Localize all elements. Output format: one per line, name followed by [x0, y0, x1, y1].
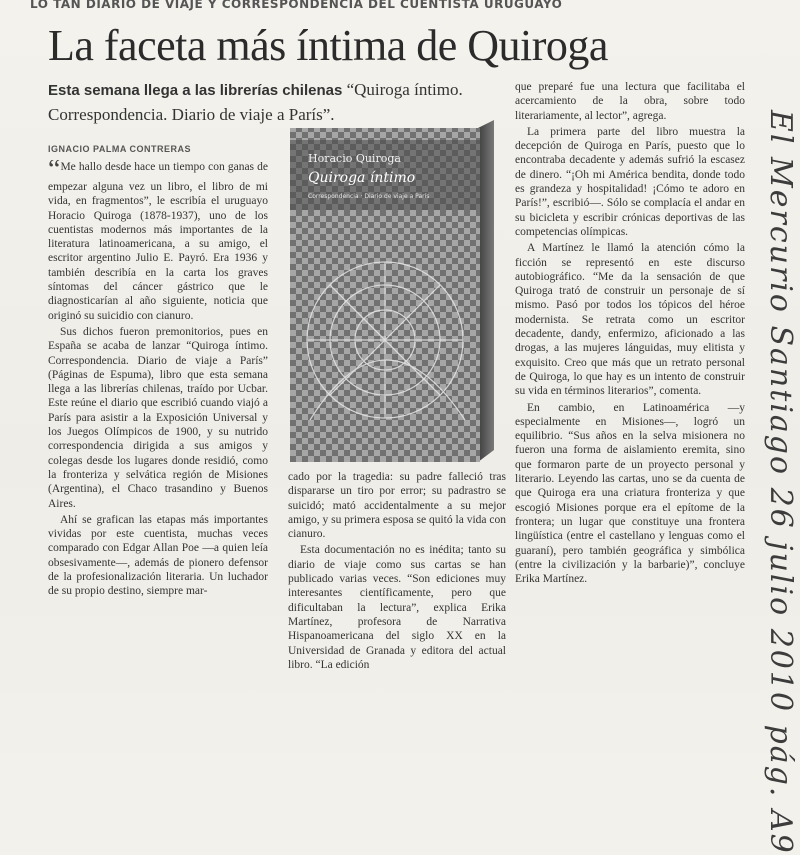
- book-cover-image: [290, 120, 500, 472]
- paragraph: que preparé fue una lectura que facilitaba el acercamiento de la obra, sobre todo literariamente, al lector”, agrega.: [515, 81, 745, 122]
- book-author: Horacio Quiroga: [308, 152, 401, 165]
- paragraph: La primera parte del libro muestra la decepción de Quiroga en París, puesto que lo encontraba decadente y además sufrió la escasez de dinero. “¡Oh mi América bendita, donde todo es grandeza y hospitalidad! ¡Cómo te adoro en París!”, escribió—. Sólo se complacía el andar en su bicicleta y escribir crónicas deportivas de las competencias olímpicas.: [515, 125, 745, 238]
- article-column-2: [288, 470, 506, 685]
- paragraph: Ahí se grafican las etapas más importantes vividas por este cuentista, muchas veces comparado con Edgar Allan Poe —a quien leía obsesivamente—, además de pionero defensor de la profesionalización literaria. Un luchador de su propio destino, siempre mar-: [48, 513, 268, 598]
- paragraph: cado por la tragedia: su padre falleció tras dispararse un tiro por error; su padrastro se suicidó; mató accidentalmente a su mejor amigo, y su primera esposa se quitó la vida con cianuro.: [288, 471, 506, 541]
- paragraph: En cambio, en Latinoamérica —y especialmente en Misiones—, logró un equilibrio. “Sus años en la selva misionera no fueron una forma de aislamiento eremita, sino que formaron parte de un proyecto personal y literario. Leyendo las cartas, uno se da cuenta de que Quiroga era una criatura fronteriza y que escogió Misiones porque era el epítome de la frontera; un lugar que constituye una frontera lingüística (entre el castellano y lenguas como el guaraní), pero también geográfica y simbólica (entre la civilización y la barbarie)”, concluye Erika Martínez.: [515, 401, 745, 586]
- standfirst-bold: Esta semana llega a las librerías chilenas: [48, 82, 343, 99]
- article-column-3: [515, 80, 745, 690]
- handwritten-note-text: El Mercurio Santiago 26 julio 2010 pág. A9: [763, 110, 798, 855]
- book-subtitle: Correspondencia · Diario de viaje a París: [308, 193, 430, 200]
- book-cover-illustration: [290, 120, 500, 472]
- paragraph: “Me hallo desde hace un tiempo con ganas de empezar alguna vez un libro, el libro de mi vida, en fragmentos”, le escribía el uruguayo Horacio Quiroga (1878-1937), uno de los cuentistas modernos más importantes de la literatura latinoamericana, a su amigo, el escritor argentino Julio E. Payró. Era 1936 y también describía en la carta los graves síntomas del cáncer gástrico que le diagnosticarían al año siguiente, noticia que originó su suicidio con cianuro.: [48, 160, 268, 323]
- article-headline: La faceta más íntima de Quiroga: [48, 21, 608, 70]
- standfirst-text: “Quiroga íntimo. Correspondencia. Diario de viaje a París”.: [48, 80, 463, 124]
- lead-quote-mark: “: [48, 160, 61, 185]
- paragraph: Esta documentación no es inédita; tanto su diario de viaje como sus cartas se han publicado varias veces. “Son ediciones muy interesantes científicamente, pero que dificultaban la lectura”, explica Erika Martínez, profesora de Narrativa Hispanoamericana del siglo XX en la Universidad de Granada y editora del actual libro. “La edición: [288, 544, 506, 671]
- article-byline: IGNACIO PALMA CONTRERAS: [48, 144, 191, 154]
- article-kicker: LO TAN DIARIO DE VIAJE Y CORRESPONDENCIA DEL CUENTISTA URUGUAYO: [30, 0, 563, 11]
- paragraph: A Martínez le llamó la atención cómo la ficción se representó en este discurso autobiográfico. “Me da la sensación de que Quiroga trató de construir un personaje de sí mismo. Pasó por todos los tópicos del héroe modernista. Se retrata como un escritor decadente, dandy, enfermizo, aficionado a las drogas, a las mujeres lánguidas, muy elitista y exquisito. Creo que más que un retrato personal de Quiroga, lo que hay es un intento de construir su vida en términos literarios”, comenta.: [515, 242, 745, 398]
- paragraph: Sus dichos fueron premonitorios, pues en España se acaba de lanzar “Quiroga íntimo. Correspondencia. Diario de viaje a París” (Páginas de Espuma), libro que esta semana llega a las librerías chilenas, traído por Ucbar. Este reúne el diario que escribió cuando viajó a París para asistir a la Exposición Universal y los Juegos Olímpicos de 1900, y su nutrido correspondencia dirigida a sus amigos y colegas desde los lugares donde residió, como la fronteriza y selvática región de Misiones (Argentina), el Chaco trasandino y Buenos Aires.: [48, 325, 268, 510]
- article-column-1: [48, 160, 268, 720]
- book-title: Quiroga íntimo: [308, 170, 416, 186]
- handwritten-source-note: [738, 110, 798, 855]
